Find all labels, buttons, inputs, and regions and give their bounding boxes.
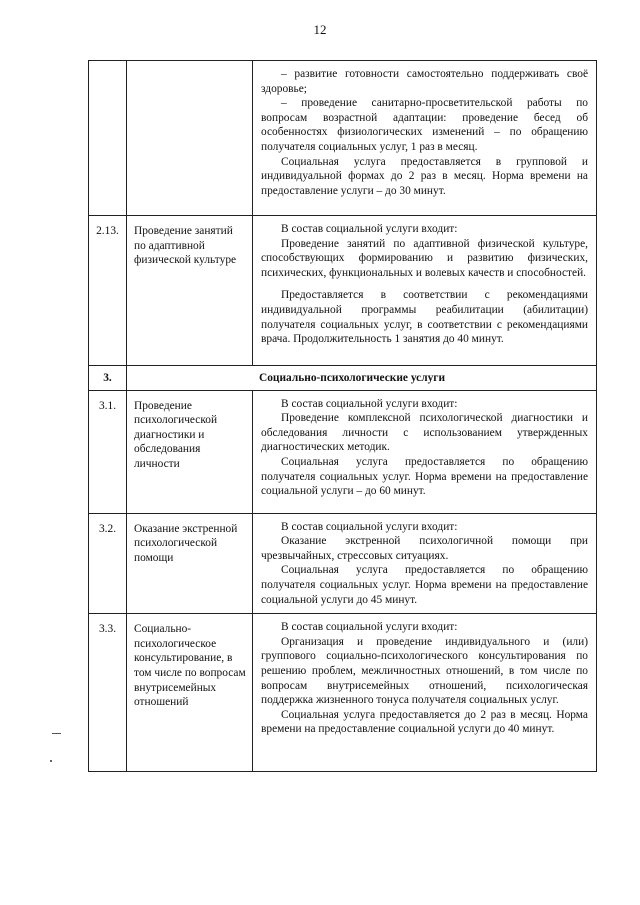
service-description: [253, 61, 597, 216]
row-number: [89, 61, 127, 216]
table-row: [89, 61, 597, 216]
description-paragraph: Социальная услуга предоставляется до 2 раз в месяц. Норма времени на предоставление социальной услуги до 40 минут.: [261, 708, 588, 736]
service-name: Социально-психологическое консультирование, в том числе по вопросам внутрисемейных отношений: [127, 614, 253, 772]
service-name: Проведение психологической диагностики и обследования личности: [127, 390, 253, 513]
service-description: [253, 390, 597, 513]
service-name: Проведение занятий по адаптивной физической культуре: [127, 216, 253, 366]
description-paragraph: – развитие готовности самостоятельно поддерживать своё здоровье;: [261, 68, 588, 95]
service-description: [253, 614, 597, 772]
description-paragraph: Предоставляется в соответствии с рекомендациями индивидуальной программы реабилитации (абилитации) получателя социальных услуг, в соответствии с рекомендациями врача. Продолжительность 1 занятия до 40 минут.: [261, 289, 588, 346]
description-paragraph: В состав социальной услуги входит:: [281, 520, 458, 533]
description-paragraph: Проведение комплексной психологической диагностики и обследования личности с использованием утвержденных диагностических методик.: [261, 412, 588, 454]
margin-mark: [52, 733, 61, 734]
service-name: [127, 61, 253, 216]
description-paragraph: – проведение санитарно-просветительской работы по вопросам возрастной адаптации: проведение бесед об особенностях физиологических изменений – по обращению получателя социальных услуг, 1 раз в месяц.: [261, 97, 588, 153]
margin-dot: [50, 760, 52, 762]
services-table: [88, 60, 597, 772]
table-row: [89, 614, 597, 772]
description-paragraph: Организация и проведение индивидуального и (или) группового социально-психологического консультирования по решению проблем, межличностных отношений, в том числе по вопросам внутрисемейных отношений, психологическая поддержка жизненного тонуса получателя социальных услуг.: [261, 635, 588, 707]
description-paragraph: В состав социальной услуги входит:: [281, 223, 458, 235]
table-row: [89, 216, 597, 366]
table-row: [89, 390, 597, 513]
section-row: [89, 366, 597, 391]
section-number: 3.: [89, 366, 127, 391]
row-number: 2.13.: [89, 216, 127, 366]
row-number: 3.3.: [89, 614, 127, 772]
section-title: [127, 366, 597, 391]
service-description: [253, 216, 597, 366]
description-paragraph: Проведение занятий по адаптивной физической культуре, способствующих формированию и развитию физических, психических, функциональных и волевых качеств и способностей.: [261, 237, 588, 279]
description-paragraph: Социальная услуга предоставляется в групповой и индивидуальной формах до 2 раз в месяц. Норма времени на предоставление услуги – до 30 минут.: [261, 155, 588, 197]
section-title-text: Социально-психологические услуги: [259, 372, 446, 384]
description-paragraph: Оказание экстренной психологичной помощи при чрезвычайных, стрессовых ситуациях.: [261, 535, 588, 562]
description-paragraph: В состав социальной услуги входит:: [281, 621, 458, 634]
description-paragraph: Социальная услуга предоставляется по обращению получателя социальных услуг. Норма времени на предоставление социальной услуги – до 60 минут.: [261, 455, 588, 498]
page-number: 12: [313, 22, 327, 37]
service-name: Оказание экстренной психологической помощи: [127, 513, 253, 614]
service-description: [253, 513, 597, 614]
description-paragraph: Социальная услуга предоставляется по обращению получателя социальных услуг. Норма времени на предоставление социальной услуги до 45 минут.: [261, 564, 588, 606]
table-row: [89, 513, 597, 614]
description-paragraph: В состав социальной услуги входит:: [281, 397, 458, 410]
row-number: 3.1.: [89, 390, 127, 513]
row-number: 3.2.: [89, 513, 127, 614]
